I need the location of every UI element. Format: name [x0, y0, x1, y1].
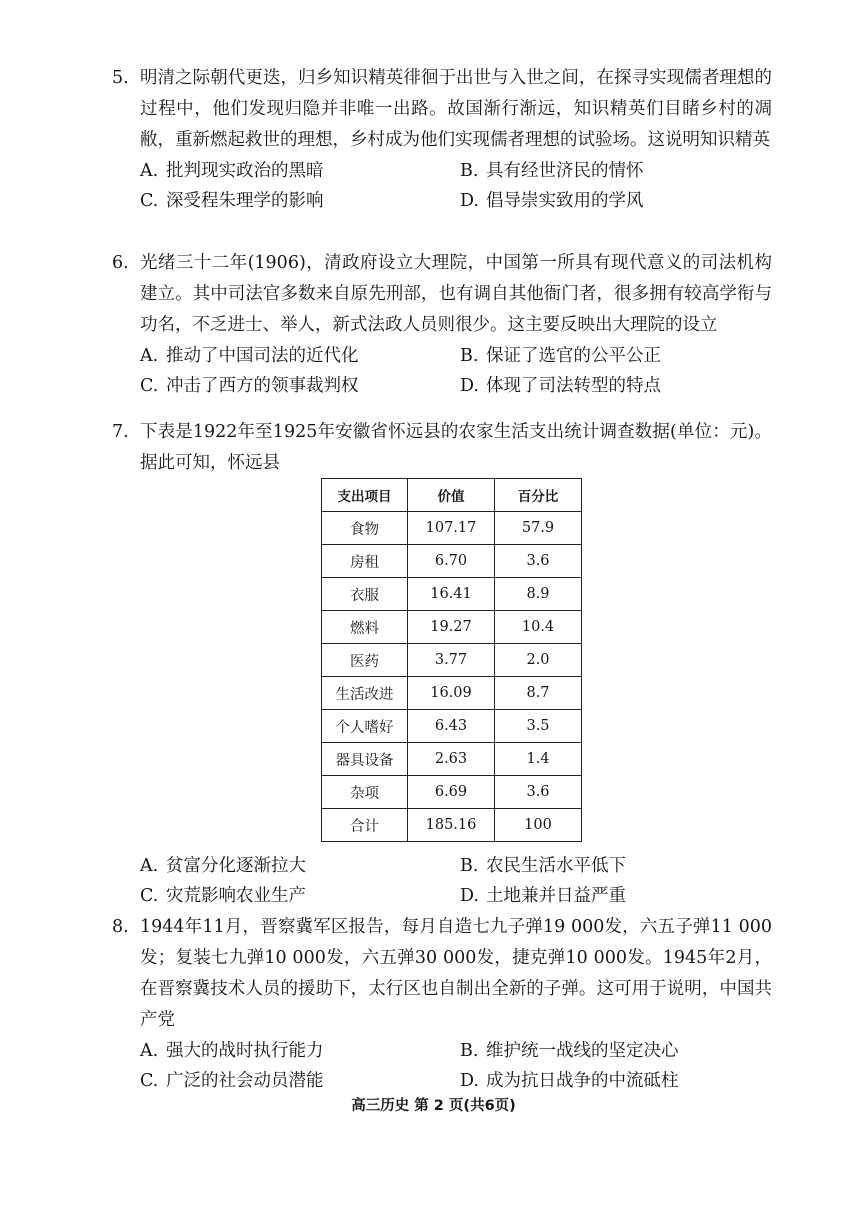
table-cell: 8.7 — [495, 677, 582, 710]
option-c[interactable] — [140, 881, 460, 911]
option-a[interactable] — [140, 156, 460, 186]
option-letter: B. — [460, 1041, 479, 1061]
table-cell: 衣服 — [322, 578, 408, 611]
question-stem: 1944年11月，晋察冀军区报告，每月自造七九子弹19 000发，六五子弹11 000发；复装七九弹10 000发，六五弹30 000发，捷克弹10 000发。1945年2月，在晋察冀技术人员的援助下，太行区也自制出全新的子弹。这可用于说明，中国共产党 — [140, 917, 772, 1030]
table-row — [322, 743, 582, 776]
option-b[interactable] — [460, 851, 780, 881]
options — [140, 341, 772, 401]
table-cell: 生活改进 — [322, 677, 408, 710]
option-text: 冲击了西方的领事裁判权 — [166, 376, 359, 396]
option-letter: D. — [460, 1071, 479, 1091]
question-stem: 明清之际朝代更迭，归乡知识精英徘徊于出世与入世之间，在探寻实现儒者理想的过程中，他们发现归隐并非唯一出路。故国渐行渐远，知识精英们目睹乡村的凋敝，重新燃起救世的理想，乡村成为他们实现儒者理想的试验场。这说明知识精英 — [140, 68, 772, 150]
page-footer: 高三历史 第 2 页(共6页) — [351, 1098, 516, 1114]
options — [140, 156, 772, 216]
option-letter: D. — [460, 886, 479, 906]
table-cell: 16.41 — [408, 578, 495, 611]
option-text: 倡导崇实致用的学风 — [486, 191, 644, 211]
option-text: 土地兼并日益严重 — [486, 886, 626, 906]
table-cell: 2.0 — [495, 644, 582, 677]
table-row — [322, 578, 582, 611]
option-c[interactable] — [140, 186, 460, 216]
option-a[interactable] — [140, 851, 460, 881]
table-cell: 1.4 — [495, 743, 582, 776]
option-letter: A. — [140, 1041, 159, 1061]
expense-table — [321, 478, 582, 842]
column-header: 价值 — [408, 479, 495, 512]
options — [140, 851, 772, 911]
question-7-options — [112, 851, 772, 911]
option-text: 保证了选官的公平公正 — [486, 346, 661, 366]
option-letter: B. — [460, 346, 479, 366]
option-letter: C. — [140, 1071, 159, 1091]
option-text: 深受程朱理学的影响 — [166, 191, 324, 211]
table-cell: 3.77 — [408, 644, 495, 677]
table-row — [322, 776, 582, 809]
table-cell: 杂项 — [322, 776, 408, 809]
table-cell: 100 — [495, 809, 582, 842]
option-text: 灾荒影响农业生产 — [166, 886, 306, 906]
table-cell: 16.09 — [408, 677, 495, 710]
table-row — [322, 809, 582, 842]
table-cell: 3.6 — [495, 545, 582, 578]
option-text: 成为抗日战争的中流砥柱 — [486, 1071, 679, 1091]
table-cell: 房租 — [322, 545, 408, 578]
option-text: 具有经世济民的情怀 — [486, 161, 644, 181]
option-text: 批判现实政治的黑暗 — [166, 161, 324, 181]
question-number: 8. — [112, 917, 129, 937]
question-8 — [112, 912, 772, 1096]
option-c[interactable] — [140, 1066, 460, 1096]
option-c[interactable] — [140, 371, 460, 401]
table-cell: 10.4 — [495, 611, 582, 644]
table-row — [322, 611, 582, 644]
option-d[interactable] — [460, 881, 780, 911]
table-row — [322, 545, 582, 578]
option-letter: C. — [140, 191, 159, 211]
table-cell: 107.17 — [408, 512, 495, 545]
option-d[interactable] — [460, 1066, 780, 1096]
option-text: 强大的战时执行能力 — [166, 1041, 324, 1061]
table-cell: 185.16 — [408, 809, 495, 842]
option-b[interactable] — [460, 341, 780, 371]
option-text: 体现了司法转型的特点 — [486, 376, 661, 396]
option-letter: A. — [140, 161, 159, 181]
table-row — [322, 512, 582, 545]
option-letter: A. — [140, 346, 159, 366]
option-text: 农民生活水平低下 — [486, 856, 626, 876]
option-b[interactable] — [460, 1036, 780, 1066]
table-cell: 6.69 — [408, 776, 495, 809]
question-number: 5. — [112, 68, 129, 88]
option-a[interactable] — [140, 1036, 460, 1066]
column-header: 百分比 — [495, 479, 582, 512]
option-letter: D. — [460, 376, 479, 396]
table-cell: 医药 — [322, 644, 408, 677]
option-letter: D. — [460, 191, 479, 211]
table-cell: 燃料 — [322, 611, 408, 644]
column-header: 支出项目 — [322, 479, 408, 512]
table-cell: 8.9 — [495, 578, 582, 611]
table-cell: 57.9 — [495, 512, 582, 545]
option-text: 维护统一战线的坚定决心 — [486, 1041, 679, 1061]
table-row — [322, 644, 582, 677]
question-6 — [112, 248, 772, 401]
table-cell: 器具设备 — [322, 743, 408, 776]
option-text: 贫富分化逐渐拉大 — [166, 856, 306, 876]
option-letter: A. — [140, 856, 159, 876]
option-letter: C. — [140, 886, 159, 906]
table-cell: 3.6 — [495, 776, 582, 809]
question-5 — [112, 63, 772, 216]
option-d[interactable] — [460, 186, 780, 216]
table-row — [322, 710, 582, 743]
table-cell: 食物 — [322, 512, 408, 545]
option-d[interactable] — [460, 371, 780, 401]
options — [140, 1036, 772, 1096]
option-a[interactable] — [140, 341, 460, 371]
option-text: 推动了中国司法的近代化 — [166, 346, 359, 366]
table-cell: 2.63 — [408, 743, 495, 776]
table-cell: 个人嗜好 — [322, 710, 408, 743]
option-letter: B. — [460, 161, 479, 181]
question-7 — [112, 417, 772, 479]
table-cell: 合计 — [322, 809, 408, 842]
table-cell: 6.70 — [408, 545, 495, 578]
option-b[interactable] — [460, 156, 780, 186]
table-cell: 6.43 — [408, 710, 495, 743]
option-letter: C. — [140, 376, 159, 396]
table-cell: 3.5 — [495, 710, 582, 743]
question-number: 6. — [112, 253, 129, 273]
option-letter: B. — [460, 856, 479, 876]
question-number: 7. — [112, 422, 129, 442]
question-stem: 光绪三十二年(1906)，清政府设立大理院，中国第一所具有现代意义的司法机构建立。其中司法官多数来自原先刑部，也有调自其他衙门者，很多拥有较高学衔与功名，不乏进士、举人，新式法政人员则很少。这主要反映出大理院的设立 — [140, 253, 772, 335]
table-cell: 19.27 — [408, 611, 495, 644]
table-row — [322, 677, 582, 710]
question-stem: 下表是1922年至1925年安徽省怀远县的农家生活支出统计调查数据(单位：元)。据此可知，怀远县 — [140, 422, 772, 473]
table-header-row — [322, 479, 582, 512]
option-text: 广泛的社会动员潜能 — [166, 1071, 324, 1091]
